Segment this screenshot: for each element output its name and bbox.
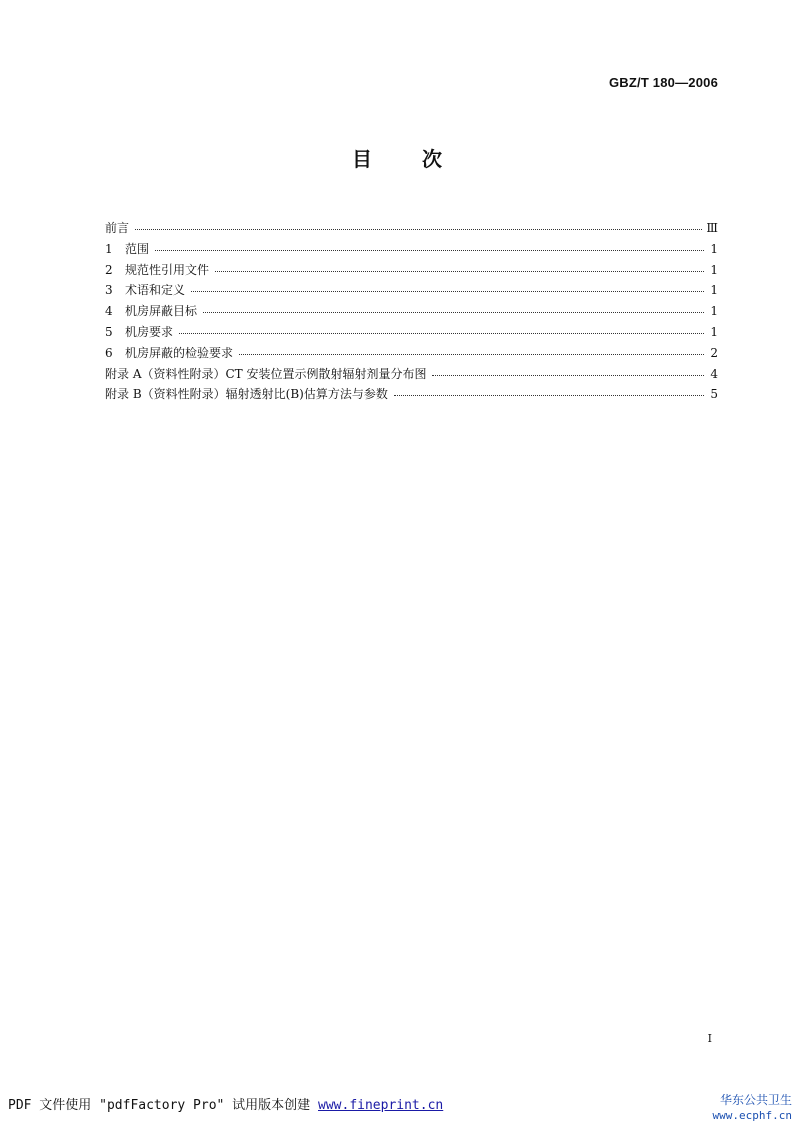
standard-code: GBZ/T 180—2006 (608, 75, 718, 90)
toc-number: 2 (105, 262, 113, 277)
toc-entry-terms-definitions[interactable] (105, 281, 718, 302)
toc-page: 5 (710, 387, 718, 402)
toc-label: 机房屏蔽目标 (125, 304, 198, 319)
toc-leader (191, 282, 704, 294)
toc-page: 1 (710, 283, 718, 298)
pdf-footer (8, 1094, 443, 1113)
page-title (0, 143, 794, 172)
toc-leader (432, 366, 704, 378)
toc-leader (155, 241, 704, 253)
toc-page: 1 (710, 304, 718, 319)
toc-label: 术语和定义 (125, 283, 186, 298)
toc-page: 4 (710, 366, 718, 381)
toc-page: 1 (710, 241, 718, 256)
toc-leader (179, 324, 704, 336)
watermark-brand (713, 1092, 792, 1124)
toc-page: Ⅲ (706, 221, 718, 235)
brand-name: 华东公共卫生 (719, 1093, 792, 1107)
title-char-1: 目 (352, 147, 372, 171)
toc-label: 前言 (105, 221, 130, 235)
title-char-2: 次 (422, 147, 442, 171)
toc-label: 规范性引用文件 (125, 262, 210, 277)
toc-entry-room-requirements[interactable] (105, 323, 718, 344)
toc-label: 机房屏蔽的检验要求 (125, 345, 234, 360)
toc-number: 4 (105, 304, 113, 319)
toc-label: 机房要求 (125, 324, 174, 339)
toc-page: 2 (710, 345, 718, 360)
toc-label: 范围 (125, 241, 150, 256)
toc-leader (203, 303, 704, 315)
toc-number: 6 (105, 345, 113, 360)
toc-number: 3 (105, 283, 113, 298)
toc-label: 附录 A（资料性附录）CT 安装位置示例散射辐射剂量分布图 (105, 366, 427, 381)
toc-number: 1 (105, 241, 113, 256)
toc-entry-annex-a[interactable] (105, 365, 718, 386)
toc-entry-annex-b[interactable] (105, 385, 718, 406)
toc-leader (135, 220, 702, 232)
toc-entry-inspection-requirements[interactable] (105, 344, 718, 365)
toc-entry-scope[interactable] (105, 240, 718, 261)
toc-page: 1 (710, 324, 718, 339)
toc-entry-shielding-goals[interactable] (105, 302, 718, 323)
toc-number: 5 (105, 324, 113, 339)
toc-leader (394, 386, 704, 398)
brand-url[interactable]: www.ecphf.cn (712, 1109, 792, 1122)
footer-text: PDF 文件使用 "pdfFactory Pro" 试用版本创建 (8, 1098, 319, 1113)
toc-label: 附录 B（资料性附录）辐射透射比(B)估算方法与参数 (105, 387, 388, 402)
toc-entry-foreword[interactable] (105, 219, 718, 240)
toc-entry-normative-references[interactable] (105, 261, 718, 282)
toc-leader (215, 262, 704, 274)
fineprint-link[interactable]: www.fineprint.cn (318, 1098, 444, 1113)
page-number: I (707, 1032, 712, 1045)
toc-leader (239, 345, 704, 357)
table-of-contents (105, 219, 718, 406)
toc-page: 1 (710, 262, 718, 277)
